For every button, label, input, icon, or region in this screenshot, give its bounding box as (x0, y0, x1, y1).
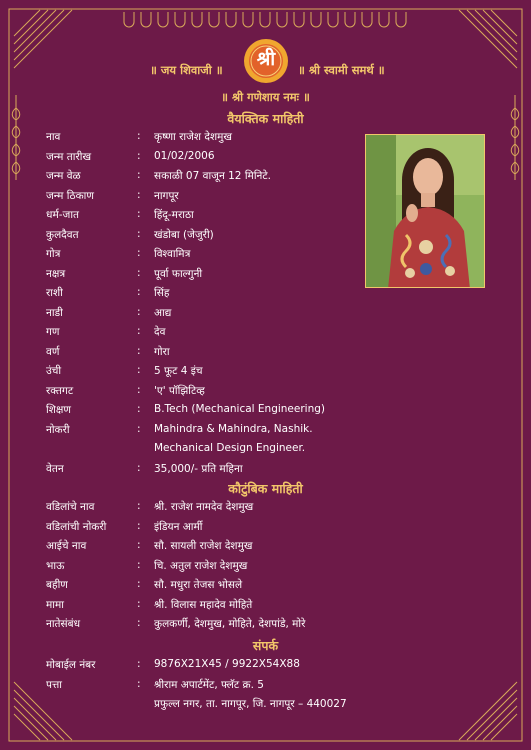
personal-info-heading: वैयक्तिक माहिती (227, 111, 304, 126)
row-label: नोकरी (46, 423, 70, 436)
row-value: श्री. विलास महादेव मोहिते (154, 598, 253, 611)
row-value: श्री. राजेश नामदेव देशमुख (154, 501, 254, 513)
row-value: 9876X21X45 / 9922X54X88 (154, 658, 300, 670)
row-value: चि. अतुल राजेश देशमुख (154, 559, 248, 572)
row-label: जन्म तारीख (46, 150, 92, 163)
row-value: श्रीराम अपार्टमेंट, फ्लॅट क्र. 5 (154, 678, 264, 691)
row-label: वेतन (46, 462, 64, 475)
row-label: गण (46, 326, 60, 338)
row-label: उंची (46, 365, 62, 377)
row-value: 01/02/2006 (154, 149, 215, 162)
row-colon: : (137, 227, 141, 240)
row-label: नाडी (46, 306, 63, 319)
row-value: कृष्णा राजेश देशमुख (154, 131, 232, 143)
row-colon: : (137, 247, 141, 259)
row-value: 'ए' पॉझिटिव्ह (154, 384, 205, 397)
row-value: Mahindra & Mahindra, Nashik. (154, 422, 313, 435)
portrait-image (366, 135, 485, 288)
row-label: कुलदैवत (46, 228, 79, 241)
row-colon: : (137, 461, 141, 474)
row-colon: : (137, 558, 141, 571)
row-label: वडिलांचे नाव (46, 501, 95, 513)
row-colon: : (137, 403, 141, 415)
row-colon: : (137, 500, 141, 512)
row-label: जन्म ठिकाण (46, 189, 94, 202)
row-value: इंडियन आर्मी (154, 520, 203, 533)
row-colon: : (137, 578, 141, 590)
row-label: जन्म वेळ (46, 170, 81, 182)
row-colon: : (137, 305, 141, 318)
row-colon: : (137, 677, 141, 690)
row-value: विश्वामित्र (154, 248, 191, 260)
row-label: नाव (46, 131, 61, 143)
row-value: 35,000/- प्रति महिना (154, 462, 243, 475)
row-value: 5 फूट 4 इंच (154, 365, 203, 377)
row-value: गोरा (154, 345, 170, 358)
contact-heading: संपर्क (252, 638, 279, 653)
row-value: कुलकर्णी, देशमुख, मोहिते, देशपांडे, मोरे (154, 618, 306, 630)
profile-photo (365, 134, 485, 288)
row-label: धर्म-जात (46, 209, 80, 221)
row-value: देव (154, 326, 166, 338)
row-colon: : (137, 286, 141, 298)
row-label: वर्ण (46, 345, 60, 358)
row-colon: : (137, 658, 141, 670)
address-continuation: प्रफुल्ल नगर, ता. नागपूर, जि. नागपूर – 440027 (154, 698, 347, 710)
row-colon: : (137, 208, 141, 220)
row-colon: : (137, 188, 141, 201)
row-label: नातेसंबंध (46, 618, 81, 630)
row-colon: : (137, 383, 141, 396)
row-label: वडिलांची नोकरी (46, 520, 107, 533)
slogan-jay-shivaji: ॥ जय शिवाजी ॥ (150, 63, 223, 77)
row-colon: : (137, 149, 141, 162)
row-colon: : (137, 364, 141, 376)
row-label: नक्षत्र (46, 267, 66, 280)
row-value: सौ. मधुरा तेजस भोसले (154, 579, 243, 591)
row-colon: : (137, 130, 141, 142)
emblem-label: श्री (256, 48, 276, 70)
row-colon: : (137, 325, 141, 337)
row-value: नागपूर (154, 189, 179, 202)
family-info-heading: कौटुंबिक माहिती (228, 481, 303, 496)
invocation-line: ॥ श्री गणेशाय नमः ॥ (221, 90, 310, 104)
row-label: गोत्र (46, 248, 61, 260)
row-colon: : (137, 344, 141, 357)
row-colon: : (137, 597, 141, 610)
slogan-swami-samarth: ॥ श्री स्वामी समर्थ ॥ (298, 63, 385, 77)
row-colon: : (137, 539, 141, 551)
row-colon: : (137, 617, 141, 629)
row-value: सौ. सायली राजेश देशमुख (154, 540, 253, 552)
row-colon: : (137, 422, 141, 435)
row-value: खंडोबा (जेजुरी) (154, 228, 214, 241)
row-label: बहीण (46, 579, 68, 591)
row-value: पूर्वा फाल्गुनी (154, 267, 203, 280)
row-label: मोबाईल नंबर (46, 659, 96, 671)
row-label: पत्ता (46, 678, 62, 691)
row-label: भाऊ (46, 559, 65, 572)
row-value: हिंदू-मराठा (154, 209, 194, 221)
row-label: आईचे नाव (46, 540, 87, 552)
row-label: शिक्षण (46, 404, 71, 416)
row-value: आद्य (154, 306, 172, 319)
row-colon: : (137, 266, 141, 279)
row-colon: : (137, 169, 141, 181)
row-value: सकाळी 07 वाजून 12 मिनिटे. (154, 170, 272, 182)
job-continuation: Mechanical Design Engineer. (154, 442, 306, 454)
row-colon: : (137, 519, 141, 532)
row-label: मामा (46, 598, 64, 611)
row-value: सिंह (154, 287, 170, 299)
row-value: B.Tech (Mechanical Engineering) (154, 403, 326, 415)
row-label: रक्तगट (46, 384, 74, 397)
row-label: राशी (46, 287, 63, 299)
